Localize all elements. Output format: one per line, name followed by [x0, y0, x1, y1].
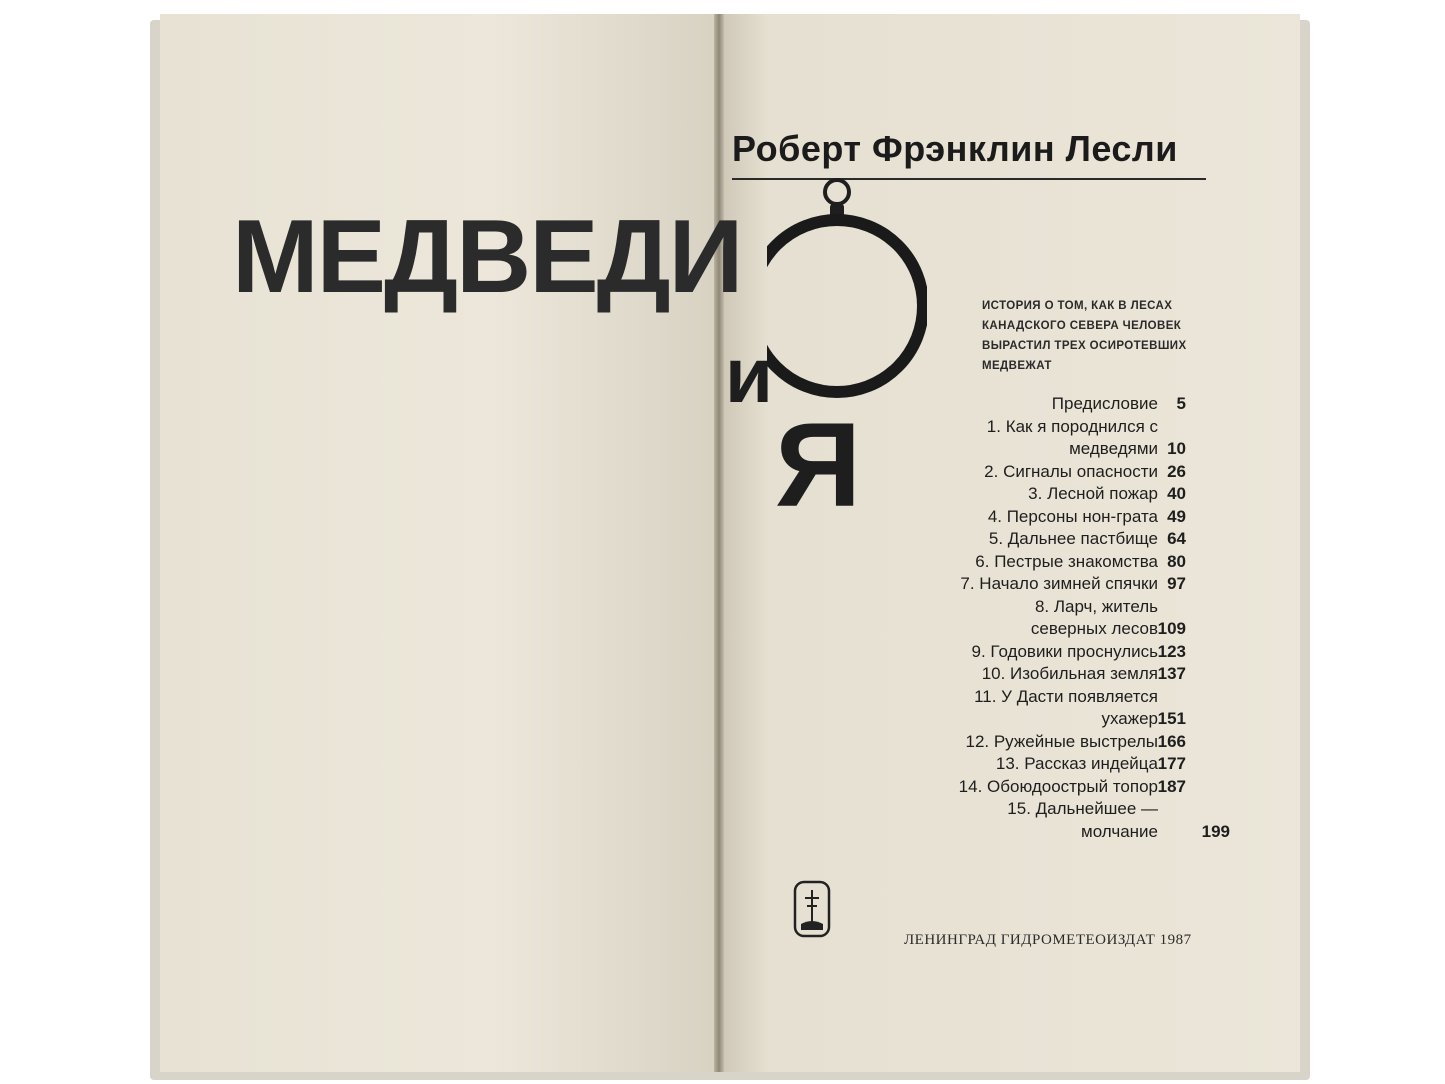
toc-entry-title: 3. Лесной пожар	[1028, 484, 1158, 503]
table-of-contents	[880, 393, 1230, 843]
subtitle-line: КАНАДСКОГО СЕВЕРА ЧЕЛОВЕК	[982, 320, 1182, 332]
title-ya: Я	[775, 398, 862, 532]
toc-page-number: 64	[1167, 529, 1186, 548]
toc-entry	[880, 596, 1230, 641]
toc-entry-title: северных лесов	[1030, 619, 1158, 638]
toc-entry	[880, 798, 1230, 843]
toc-page-number: 137	[1157, 664, 1186, 683]
toc-page-number: 187	[1157, 776, 1186, 796]
toc-entry	[880, 731, 1230, 754]
toc-page-number: 10	[1167, 439, 1186, 458]
toc-entry-title: 6. Пестрые знакомства	[975, 551, 1158, 571]
title-and: и	[725, 331, 773, 419]
toc-entry	[880, 686, 1230, 731]
toc-page-number: 123	[1157, 641, 1186, 661]
toc-page-number: 5	[1176, 394, 1186, 413]
toc-entry-title: 15. Дальнейшее —	[1007, 799, 1158, 818]
subtitle-line: МЕДВЕЖАТ	[982, 360, 1052, 372]
toc-entry-title: ухажер	[1101, 709, 1158, 728]
book-gutter	[714, 14, 724, 1072]
subtitle-line: ВЫРАСТИЛ ТРЕХ ОСИРОТЕВШИХ	[982, 340, 1187, 352]
toc-page-number: 199	[1201, 821, 1230, 841]
toc-page-number: 49	[1167, 506, 1186, 526]
toc-entry-title: 1. Как я породнился с	[986, 416, 1158, 436]
toc-entry-title: молчание	[1081, 821, 1158, 841]
toc-entry	[880, 573, 1230, 596]
toc-entry	[880, 551, 1230, 574]
toc-entry-title: медведями	[1069, 439, 1158, 458]
author-name: Роберт Фрэнклин Лесли	[732, 128, 1178, 169]
toc-entry-title: 11. У Дасти появляется	[974, 686, 1158, 706]
toc-entry-title: 5. Дальнее пастбище	[988, 529, 1158, 548]
subtitle-line: ИСТОРИЯ О ТОМ, КАК В ЛЕСАХ	[982, 300, 1173, 312]
toc-entry-title: 10. Изобильная земля	[981, 664, 1158, 683]
toc-page-number: 26	[1167, 461, 1186, 481]
toc-entry-title: 13. Рассказ индейца	[995, 754, 1158, 773]
toc-entry-title: 12. Ружейные выстрелы	[965, 731, 1158, 751]
toc-page-number: 109	[1157, 619, 1186, 638]
toc-entry-title: 4. Персоны нон-грата	[987, 506, 1158, 526]
toc-entry-title: 7. Начало зимней спячки	[960, 574, 1158, 593]
toc-entry	[880, 776, 1230, 799]
pocket-watch-ring-icon	[767, 168, 927, 408]
toc-entry-title: Предисловие	[1051, 394, 1158, 413]
toc-page-number: 166	[1157, 731, 1186, 751]
toc-entry-title: 14. Обоюдоострый топор	[958, 776, 1158, 796]
toc-page-number: 151	[1157, 709, 1186, 728]
toc-entry-title: 9. Годовики проснулись	[971, 641, 1158, 661]
toc-page-number: 80	[1167, 551, 1186, 571]
left-page	[160, 14, 716, 1072]
toc-entry-title: 2. Сигналы опасности	[984, 461, 1158, 481]
toc-entry	[880, 483, 1230, 506]
publisher-emblem-icon	[793, 880, 831, 938]
toc-page-number: 40	[1167, 484, 1186, 503]
toc-entry	[880, 393, 1230, 416]
toc-page-number: 177	[1157, 754, 1186, 773]
toc-entry	[880, 416, 1230, 461]
toc-entry	[880, 461, 1230, 484]
toc-entry	[880, 753, 1230, 776]
publisher-imprint: ЛЕНИНГРАД ГИДРОМЕТЕОИЗДАТ 1987	[904, 932, 1192, 948]
toc-entry-title: 8. Ларч, житель	[1034, 596, 1158, 616]
toc-entry	[880, 641, 1230, 664]
subtitle	[982, 296, 1212, 376]
title-bears: МЕДВЕДИ	[232, 199, 742, 315]
toc-entry	[880, 528, 1230, 551]
toc-entry	[880, 663, 1230, 686]
toc-entry	[880, 506, 1230, 529]
toc-page-number: 97	[1167, 574, 1186, 593]
